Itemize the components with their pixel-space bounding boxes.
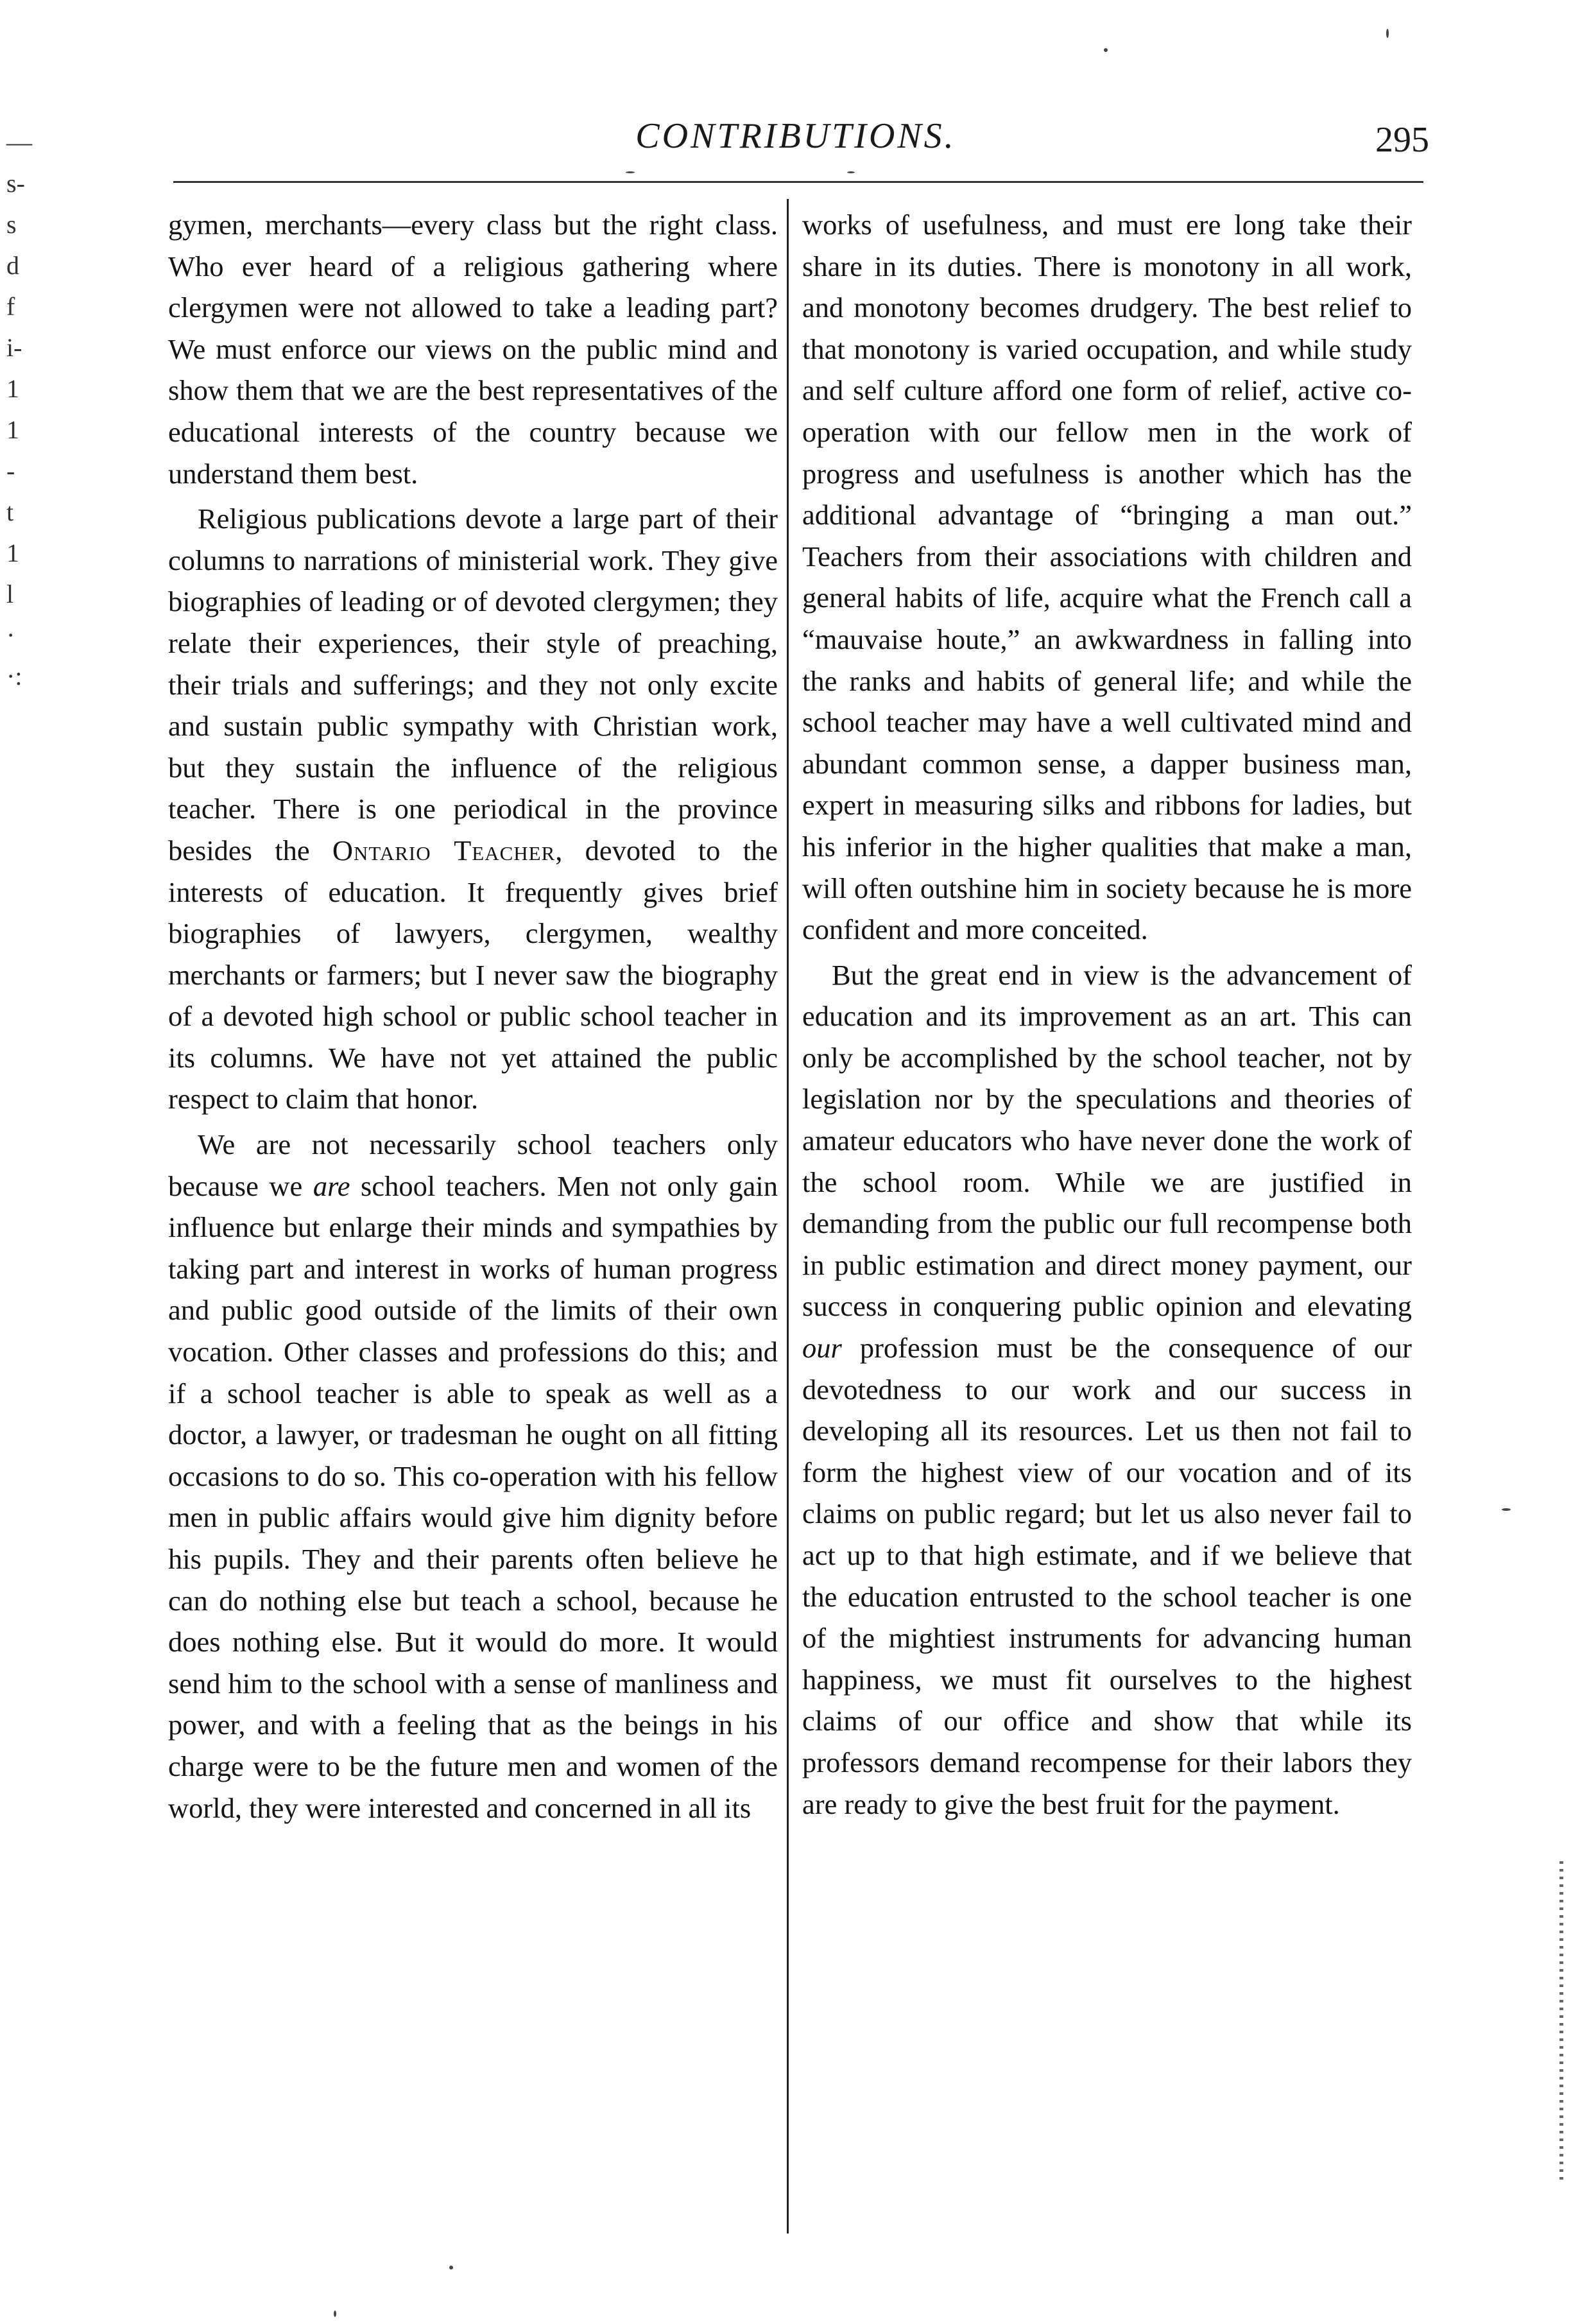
margin-fragment: 1 [6, 415, 19, 444]
paragraph [168, 498, 778, 1120]
margin-fragment: · [6, 621, 15, 650]
margin-fragment: t [6, 497, 14, 526]
margin-fragment: i- [6, 333, 22, 362]
margin-fragment: s [6, 210, 17, 239]
column-rule [787, 199, 789, 2234]
right-column [802, 204, 1412, 1825]
paragraph [168, 1124, 778, 1829]
paragraph: works of usefulness, and must ere long take their share in its duties. There is monotony in all work, and monotony becomes drudgery. The best relief to that monotony is varied occupation, and while study and self culture afford one form of relief, active co-operation with our fellow men in the work of progress and usefulness is another which has the additional advantage of “bringing a man out.” Teachers from their associations with children and general habits of life, acquire what the French call a “mauvaise houte,” an awkwardness in falling into the ranks and habits of general life; and while the school teacher may have a well cultivated mind and abundant common sense, a dapper business man, expert in measuring silks and ribbons for ladies, but his inferior in the higher qualities that make a man, will often outshine him in society because he is more confident and more conceited. [802, 209, 1412, 946]
paragraph-text: school teachers. Men not only gain influence but enlarge their minds and sympathies by taking part and interest in works of human progress and public good outside of the limits of their own vocation. Other classes and professions do this; and if a school teacher is able to speak as well as a doctor, a lawyer, or tradesman he ought on all fitting occasions to do so. This co-operation with his fellow men in public affairs would give him dignity before his pupils. They and their parents often believe he can do nothing else but teach a school, because he does nothing else. But it would do more. It would send him to the school with a sense of manliness and power, and with a feeling that as the beings in his charge were to be the future men and women of the world, they were interested and concerned in all its [168, 1169, 778, 1824]
left-column [168, 204, 778, 1829]
paragraph: gymen, merchants—every class but the right class. Who ever heard of a religious gathering where clergymen were not allowed to take a leading part? We must enforce our views on the public mind and show them that we are the best representatives of the educational interests of the country because we understand them best. [168, 209, 778, 490]
margin-fragment: — [6, 128, 32, 157]
paragraph-text: profession must be the consequence of our devotedness to our work and our success in developing all its resources. Let us then not fail to form the highest view of our vocation and of its claims on public regard; but let us also never fail to act up to that high estimate, and if we believe that the education entrusted to the school teacher is one of the mightiest instruments for advancing human happiness, we must fit ourselves to the highest claims of our office and show that while its professors demand recompense for their labors they are ready to give the best fruit for the payment. [802, 1332, 1412, 1820]
paragraph-text: Religious publications devote a large part of their columns to narrations of ministerial work. They give biographies of leading or of devoted clergymen; they relate their experiences, their style of preaching, their trials and sufferings; and they not only excite and sustain public sympathy with Christian work, but they sustain the influence of the religious teacher. There is one periodical in the province besides the [168, 503, 778, 866]
margin-fragment: l [6, 580, 14, 608]
margin-fragment: d [6, 251, 19, 280]
scan-edge-noise [1559, 1861, 1563, 2182]
header-rule [173, 181, 1423, 183]
margin-fragment: f [6, 292, 15, 321]
margin-fragment: ·: [6, 662, 22, 691]
margin-fragment: 1 [6, 538, 19, 567]
running-title: CONTRIBUTIONS. [635, 116, 956, 156]
paragraph-text: We are not necessarily school teachers only because we [168, 1128, 778, 1202]
emphasis: are [313, 1169, 350, 1202]
margin-fragment: - [6, 456, 15, 485]
running-head [176, 116, 1429, 167]
page-number: 295 [1375, 120, 1429, 160]
paragraph [802, 954, 1412, 1825]
journal-name: Ontario Teacher [332, 834, 556, 866]
paragraph-text: , devoted to the interests of education. It frequently gives brief biographies of lawyers, clergymen, wealthy merchants or farmers; but I never saw the biography of a devoted high school or public school teacher in its columns. We have not yet attained the public respect to claim that honor. [168, 834, 778, 1115]
left-margin-fragments [6, 122, 32, 697]
margin-fragment: s- [6, 169, 25, 198]
emphasis: our [802, 1332, 842, 1364]
paragraph-text: But the great end in view is the advancement of education and its improvement as an art. This can only be accomplished by the school teacher, not by legislation nor by the speculations and theories of amateur educators who have never done the work of the school room. While we are justified in demanding from the public our full recompense both in public estimation and direct money payment, our success in conquering public opinion and elevating [802, 958, 1412, 1323]
margin-fragment: 1 [6, 374, 19, 403]
